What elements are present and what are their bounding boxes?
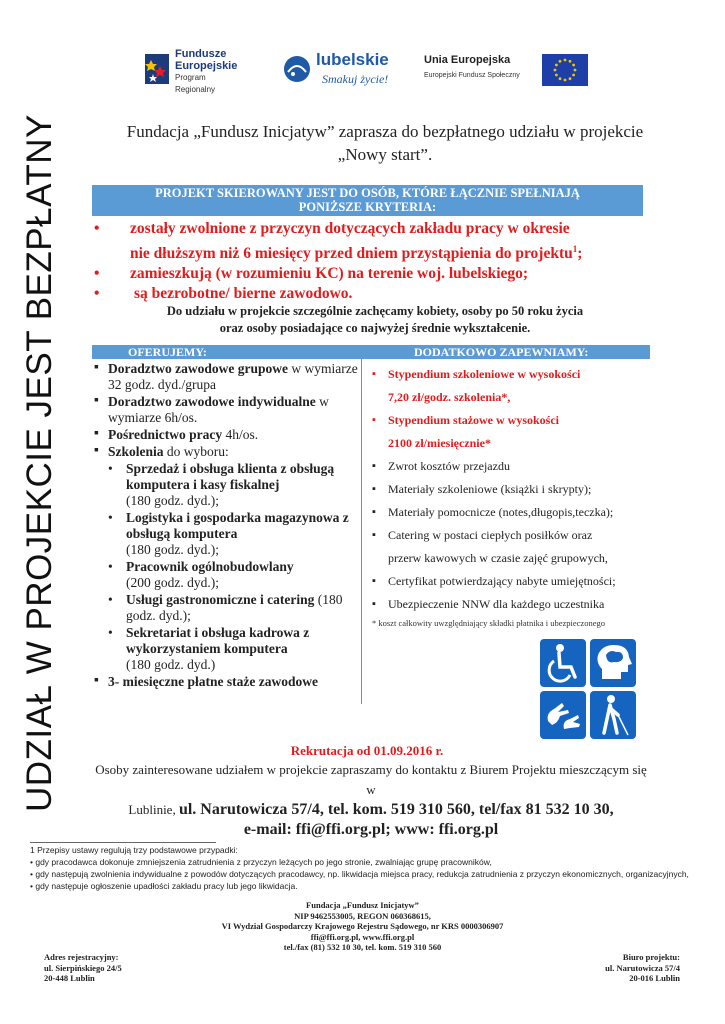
training-hours: (180 godz. dyd.) (126, 657, 216, 672)
offer-header: OFERUJEMY: (128, 345, 207, 359)
training-item (92, 559, 360, 591)
offer-item-detail: w wymiarze 32 godz. dyd./grupa (108, 361, 358, 392)
logo-strip (0, 40, 725, 100)
encouragement-line-1: Do udziału w projekcie szczególnie zachęcamy kobiety, osoby po 50 roku życia (166, 304, 584, 318)
lubelskie-mark-icon (282, 54, 312, 84)
extra-item-continuation: przerw kawowych w czasie zajęć grupowych, (388, 551, 608, 565)
lubelskie-logo (282, 46, 392, 92)
footnote-line: • gdy pracodawca dokonuje zmniejszenia zatrudnienia z przyczyn leżących po jego stronie, zwalniając grupę pracowników, (30, 857, 492, 867)
footnote-divider (30, 842, 216, 843)
offer-item (92, 674, 360, 690)
bullet: • (94, 265, 100, 283)
accessibility-icons (540, 639, 635, 739)
criteria-header-line-2: PONIŻSZE KRYTERIA: (298, 200, 437, 214)
intro-line-1: Fundacja „Fundusz Inicjatyw” zaprasza do bezpłatnego udziału w projekcie (126, 122, 644, 141)
offer-list (92, 361, 360, 691)
ue-title: Unia Europejska (424, 54, 511, 66)
footnote (30, 844, 695, 892)
address-label: Biuro projektu: (622, 952, 680, 962)
encouragement-line-2: oraz osoby posiadające co najwyżej średnie wykształcenie. (219, 321, 531, 335)
criteria-2: zamieszkują (w rozumieniu KC) na terenie woj. lubelskiego; (130, 265, 529, 283)
footer-line: tel./fax (81) 532 10 30, tel. kom. 519 310 560 (283, 942, 442, 952)
footer-line: Fundacja „Fundusz Inicjatyw” (306, 900, 419, 910)
encouragement-text (100, 303, 650, 337)
offer-item-detail: 4h/os. (222, 427, 259, 442)
training-title: Sprzedaż i obsługa klienta z obsługą komputera i kasy fiskalnej (126, 461, 335, 492)
offer-item-title: Pośrednictwo pracy (108, 427, 223, 442)
column-divider (361, 359, 362, 704)
registered-address (44, 952, 122, 984)
fe-title-2: Europejskie (175, 60, 238, 72)
offer-item-title: 3- miesięczne płatne staże zawodowe (108, 674, 318, 689)
unia-europejska-logo (424, 50, 594, 90)
eu-flag-icon (542, 54, 588, 86)
offer-item (92, 444, 360, 460)
address-street: ul. Sierpińskiego 24/5 (44, 962, 122, 973)
criteria-list (92, 219, 647, 304)
offer-item-title: Doradztwo zawodowe indywidualne (108, 394, 316, 409)
offer-item-detail: do wyboru: (163, 444, 229, 459)
bullet: • (94, 220, 100, 237)
address-city: 20-448 Lublin (44, 973, 95, 983)
contact-info (92, 760, 650, 840)
extra-item: ▪ Materiały szkoleniowe (książki i skrypty); (372, 478, 662, 501)
extra-item-stipend-training-amount: 7,20 zł/godz. szkolenia*, (388, 390, 511, 404)
training-title: Usługi gastronomiczne i catering (126, 592, 315, 607)
footnote-line: • gdy następują zwolnienia indywidualne z powodów dotyczących pracodawcy, np. likwidacja miejsca pracy, redukcja zatrudnienia z przyczyn ekonomicznych, organizacyjnych, (30, 869, 689, 879)
footnote-line: 1 Przepisy ustawy regulują trzy podstawowe przypadki: (30, 845, 238, 855)
footnote-line: • gdy następuje ogłoszenie upadłości zakładu pracy lub jego likwidacja. (30, 881, 298, 891)
criteria-header-line-1: PROJEKT SKIEROWANY JEST DO OSÓB, KTÓRE ŁĄCZNIE SPEŁNIAJĄ (155, 186, 580, 200)
fe-stars-icon (143, 50, 171, 86)
lubelskie-title: lubelskie (316, 50, 389, 69)
footnote-marker: 1 (572, 244, 578, 254)
offer-item (92, 394, 360, 426)
training-hours: (180 godz. dyd.); (126, 542, 219, 557)
offer-item (92, 361, 360, 393)
criteria-1-line-1: zostały zwolnione z przyczyn dotyczących zakładu pracy w okresie (130, 220, 570, 237)
training-title: Pracownik ogólnobudowlany (126, 559, 294, 574)
footer-line: VI Wydział Gospodarczy Krajowego Rejestru Sądowego, nr KRS 0000306907 (221, 921, 504, 931)
training-hours: (180 godz. dyd.); (126, 592, 343, 623)
offer-item-detail: w wymiarze 6h/os. (108, 394, 329, 425)
address-street: ul. Narutowicza 57/4 (605, 962, 680, 973)
criteria-3: są bezrobotne/ bierne zawodowo. (134, 285, 353, 303)
intro-text (90, 120, 680, 166)
organization-footer (90, 900, 635, 953)
training-item (92, 592, 360, 624)
footer-line: ffi@ffi.org.pl, www.ffi.org.pl (310, 931, 415, 942)
offer-item-title: Doradztwo zawodowe grupowe (108, 361, 288, 376)
address-label: Adres rejestracyjny: (44, 952, 119, 962)
fe-subtitle: Program Regionalny (175, 73, 216, 94)
extra-header: DODATKOWO ZAPEWNIAMY: (414, 345, 589, 359)
fe-title-1: Fundusze (175, 48, 227, 60)
side-vertical-banner: UDZIAŁ W PROJEKCIE JEST BEZPŁATNY (20, 114, 59, 812)
extra-item: ▪ Materiały pomocnicze (notes,długopis,teczka); (372, 501, 662, 524)
criteria-item (92, 284, 647, 304)
head-brain-icon (590, 639, 636, 687)
criteria-item (92, 264, 647, 284)
bullet: • (94, 285, 100, 303)
footer-line: NIP 9462553005, REGON 060368615, (294, 910, 431, 921)
training-title: Sekretariat i obsługa kadrowa z wykorzystaniem komputera (126, 625, 310, 656)
training-hours: (180 godz. dyd.); (126, 493, 219, 508)
training-item (92, 461, 360, 509)
extra-item: ▪ Catering w postaci ciepłych posiłków oraz (372, 524, 662, 547)
contact-city: Lublinie, (128, 802, 179, 817)
extra-item: ▪ Certyfikat potwierdzający nabyte umiejętności; (372, 570, 662, 593)
training-hours: (200 godz. dyd.); (126, 575, 219, 590)
training-item (92, 625, 360, 673)
cost-note: * koszt całkowity uwzględniający składki płatnika i ubezpieczonego (372, 618, 605, 628)
wheelchair-icon (540, 639, 586, 687)
criteria-item (92, 219, 647, 239)
address-city: 20-016 Lublin (629, 973, 680, 983)
lubelskie-slogan: Smakuj życie! (322, 72, 389, 86)
offer-item-title: Szkolenia (108, 444, 164, 459)
criteria-item-continuation (92, 239, 647, 264)
training-title: Logistyka i gospodarka magazynowa z obsługą komputera (126, 510, 349, 541)
extra-list (372, 363, 662, 629)
criteria-1-line-2: nie dłuższym niż 6 miesięcy przed dniem przystąpienia do projektu (130, 245, 573, 263)
intro-line-2: „Nowy start”. (337, 145, 433, 164)
contact-address-phones: ul. Narutowicza 57/4, tel. kom. 519 310 560, tel/fax 81 532 10 30, (178, 801, 614, 818)
extra-item-stipend-internship: ▪ Stypendium stażowe w wysokości (372, 409, 662, 432)
extra-item-stipend-training: ▪ Stypendium szkoleniowe w wysokości (372, 363, 662, 386)
training-item (92, 510, 360, 558)
ue-subtitle: Europejski Fundusz Społeczny (424, 72, 520, 79)
contact-email-www: e-mail: ffi@ffi.org.pl; www: ffi.org.pl (243, 821, 499, 838)
sign-language-icon (540, 691, 586, 739)
project-office-address (605, 952, 680, 984)
columns-header-bar (92, 345, 650, 359)
fundusze-europejskie-logo (143, 48, 243, 92)
criteria-header-bar (92, 185, 643, 216)
extra-item-stipend-internship-amount: 2100 zł/miesięcznie* (388, 436, 491, 450)
criteria-1-end: ; (577, 245, 583, 263)
recruitment-date: Rekrutacja od 01.09.2016 r. (290, 743, 444, 758)
blind-cane-icon (590, 691, 636, 739)
extra-item: ▪ Zwrot kosztów przejazdu (372, 455, 662, 478)
offer-item (92, 427, 360, 443)
extra-item: ▪ Ubezpieczenie NNW dla każdego uczestnika (372, 593, 662, 616)
contact-line-1: Osoby zainteresowane udziałem w projekcie zapraszamy do kontaktu z Biurem Projektu mieszczącym się w (95, 762, 647, 797)
